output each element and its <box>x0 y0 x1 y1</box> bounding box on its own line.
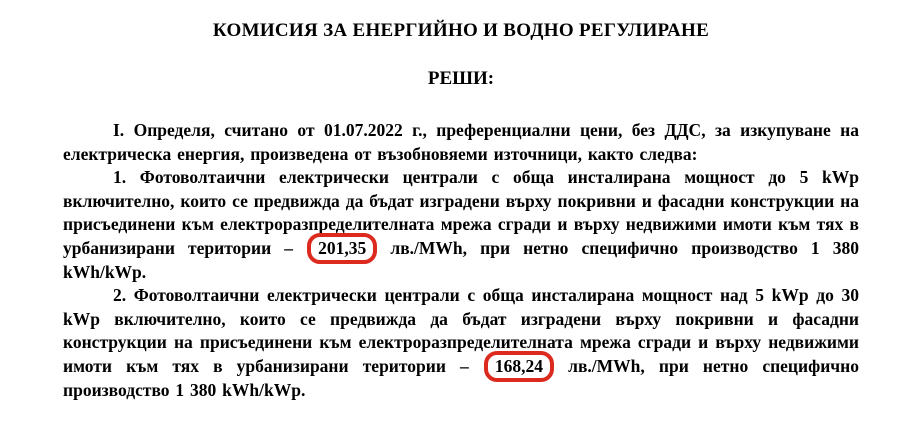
decision-heading: РЕШИ: <box>427 68 495 89</box>
item-2-price-highlight-circle <box>484 351 554 382</box>
item-2-text-after-price: лв./MWh, при нетно специфично производство 1 380 kWh/kWp. <box>63 355 859 400</box>
item-2-text-before-price: 2. Фотоволтаични електрически централи с обща инсталирана мощност над 5 kWp до 30 kWp включително, които се предвижда да бъдат изградени върху покривни и фасадни конструкции на присъединени към електроразпределителната мрежа сгради и върху недвижими имоти към тях в урбанизирани територии – <box>63 285 859 376</box>
paragraph-item-1 <box>63 166 859 284</box>
document-title: КОМИСИЯ ЗА ЕНЕРГИЙНО И ВОДНО РЕГУЛИРАНЕ <box>212 20 710 41</box>
decision-body <box>63 119 859 402</box>
item-1-text-before-price: 1. Фотоволтаични електрически централи с обща инсталирана мощност до 5 kWp включително, които се предвижда да бъдат изградени върху покривни и фасадни конструкции на присъединени към електроразпределителната мрежа сгради и върху недвижими имоти към тях в урбанизирани територии – <box>63 167 859 258</box>
paragraph-item-2 <box>63 284 859 402</box>
paragraph-intro: I. Определя, считано от 01.07.2022 г., преференциални цени, без ДДС, за изкупуване на електрическа енергия, произведена от възобновяеми източници, както следва: <box>63 120 859 164</box>
item-1-text-after-price: лв./MWh, при нетно специфично производство 1 380 kWh/kWp. <box>63 237 860 282</box>
item-1-price-value: 201,35 <box>318 237 367 258</box>
item-1-price-highlight-circle <box>307 233 377 264</box>
item-2-price-value: 168,24 <box>494 355 544 376</box>
